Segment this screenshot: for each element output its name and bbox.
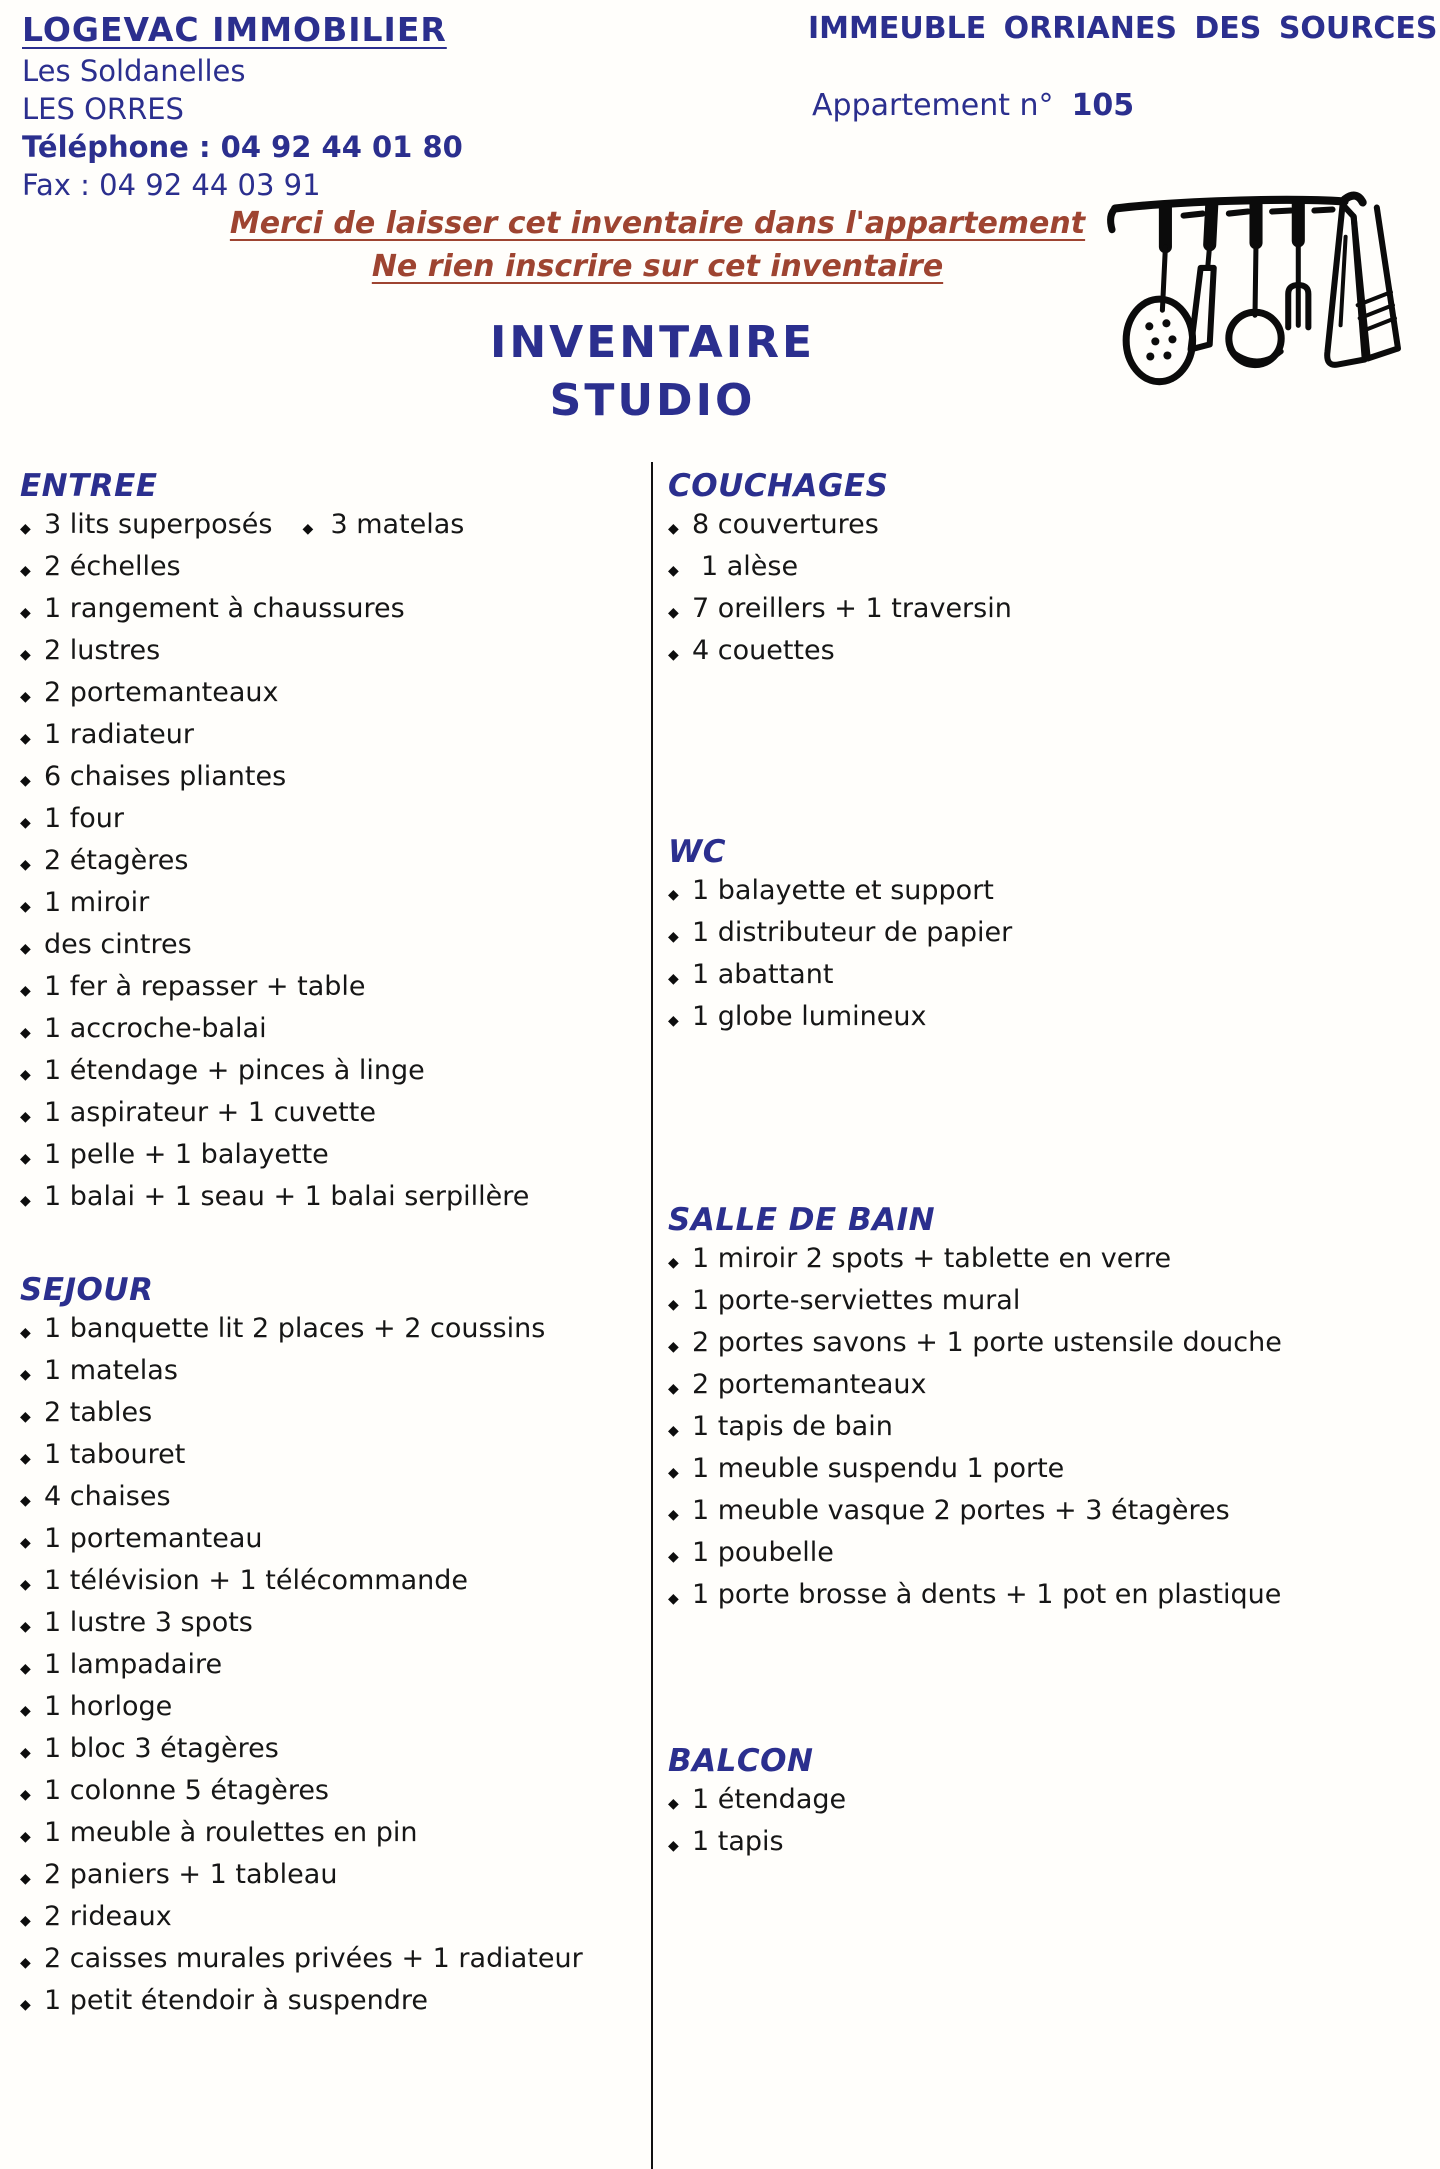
column-divider [651,462,653,2169]
list-item: ◆ 1 balayette et support [668,872,1433,914]
list-item: ◆ 1 horloge [20,1688,640,1730]
bullet-icon: ◆ [668,521,679,537]
notice-line: Merci de laisser cet inventaire dans l'appartement [229,206,1086,241]
left-column [20,466,640,2024]
list-item: ◆ 1 porte-serviettes mural [668,1282,1433,1324]
list-item: ◆ des cintres [20,926,640,968]
list-item: ◆ 2 caisses murales privées + 1 radiateur [20,1940,640,1982]
bullet-icon: ◆ [20,1193,31,1209]
bullet-icon: ◆ [668,563,679,579]
bullet-icon: ◆ [20,1871,31,1887]
list-item: ◆ 1 accroche-balai [20,1010,640,1052]
bullet-icon: ◆ [20,689,31,705]
bullet-icon: ◆ [20,1493,31,1509]
list-item: ◆ 1 lampadaire [20,1646,640,1688]
bullet-icon: ◆ [20,1151,31,1167]
bullet-icon: ◆ [302,521,314,537]
bullet-icon: ◆ [668,1255,679,1271]
bullet-icon: ◆ [668,1507,679,1523]
list-item: ◆ 1 porte brosse à dents + 1 pot en plastique [668,1576,1433,1618]
kitchen-utensils-icon [1103,174,1405,386]
list-item: ◆ 1 meuble à roulettes en pin [20,1814,640,1856]
title-line-studio: STUDIO [549,375,756,426]
right-column [668,466,1433,1865]
bullet-icon: ◆ [20,1535,31,1551]
list-item: ◆ 1 distributeur de papier [668,914,1433,956]
bullet-icon: ◆ [20,1109,31,1125]
list-item: ◆ 1 petit étendoir à suspendre [20,1982,640,2024]
list-item: ◆ 7 oreillers + 1 traversin [668,590,1433,632]
list-item: ◆ 2 portemanteaux [20,674,640,716]
bullet-icon: ◆ [20,521,31,537]
agency-name: LOGEVAC IMMOBILIER [22,10,447,49]
bullet-icon: ◆ [668,1381,679,1397]
bullet-icon: ◆ [20,1997,31,2013]
list-item: ◆ 1 banquette lit 2 places + 2 coussins [20,1310,640,1352]
list-item: ◆ 1 étendage + pinces à linge [20,1052,640,1094]
apartment-number: 105 [1071,88,1135,123]
title-line-inventaire: INVENTAIRE [489,317,816,368]
agency-block [22,8,463,204]
section-title-entree: ENTREE [20,468,158,504]
bullet-icon: ◆ [20,563,31,579]
list-item: ◆ 1 four [20,800,640,842]
bullet-icon: ◆ [668,1297,679,1313]
list-item: ◆ 4 couettes [668,632,1433,674]
bullet-icon: ◆ [20,1913,31,1929]
bullet-icon: ◆ [668,1339,679,1355]
bullet-icon: ◆ [668,1013,679,1029]
bullet-icon: ◆ [668,605,679,621]
list-item: ◆ 1 alèse [668,548,1433,590]
bullet-icon: ◆ [668,1549,679,1565]
bullet-icon: ◆ [20,815,31,831]
section-title-wc: WC [668,834,726,870]
list-item: ◆ 2 rideaux [20,1898,640,1940]
bullet-icon: ◆ [20,857,31,873]
bullet-icon: ◆ [20,1829,31,1845]
list-item: ◆ 1 tapis de bain [668,1408,1433,1450]
bullet-icon: ◆ [20,1577,31,1593]
apartment-number-line [812,88,1134,123]
bullet-icon: ◆ [20,1025,31,1041]
list-item: ◆ 2 étagères [20,842,640,884]
building-name: IMMEUBLE ORRIANES DES SOURCES [808,11,1438,46]
list-item: ◆ 1 fer à repasser + table [20,968,640,1010]
list-item: ◆ 6 chaises pliantes [20,758,640,800]
list-item: ◆ 2 lustres [20,632,640,674]
bullet-icon: ◆ [668,1796,679,1812]
bullet-icon: ◆ [20,605,31,621]
bullet-icon: ◆ [668,929,679,945]
agency-residence: Les Soldanelles [22,54,246,88]
list-item: ◆ 1 bloc 3 étagères [20,1730,640,1772]
agency-fax: Fax : 04 92 44 03 91 [22,168,321,202]
list-item: ◆ 1 balai + 1 seau + 1 balai serpillère [20,1178,640,1220]
bullet-icon: ◆ [668,647,679,663]
list-item: ◆ 2 portes savons + 1 porte ustensile douche [668,1324,1433,1366]
list-item: ◆ 1 aspirateur + 1 cuvette [20,1094,640,1136]
bullet-icon: ◆ [20,1367,31,1383]
bullet-icon: ◆ [20,1451,31,1467]
list-item: ◆ 1 portemanteau [20,1520,640,1562]
list-item: ◆ 1 abattant [668,956,1433,998]
list-item: ◆ 3 lits superposés ◆ 3 matelas [20,506,640,548]
list-item: ◆ 4 chaises [20,1478,640,1520]
bullet-icon: ◆ [20,1703,31,1719]
bullet-icon: ◆ [20,1619,31,1635]
bullet-icon: ◆ [20,1661,31,1677]
bullet-icon: ◆ [20,899,31,915]
bullet-icon: ◆ [20,1787,31,1803]
section-title-couchages: COUCHAGES [668,468,889,504]
list-item: ◆ 1 radiateur [20,716,640,758]
bullet-icon: ◆ [668,1423,679,1439]
list-item: ◆ 1 matelas [20,1352,640,1394]
bullet-icon: ◆ [668,1838,679,1854]
list-item: ◆ 1 lustre 3 spots [20,1604,640,1646]
list-item: ◆ 1 meuble suspendu 1 porte [668,1450,1433,1492]
list-item: ◆ 2 échelles [20,548,640,590]
list-item: ◆ 1 miroir [20,884,640,926]
list-item: ◆ 2 paniers + 1 tableau [20,1856,640,1898]
list-item: ◆ 1 rangement à chaussures [20,590,640,632]
bullet-icon: ◆ [668,1465,679,1481]
bullet-icon: ◆ [668,971,679,987]
bullet-icon: ◆ [20,1955,31,1971]
bullet-icon: ◆ [20,1409,31,1425]
list-item: ◆ 1 pelle + 1 balayette [20,1136,640,1178]
list-item: ◆ 1 tabouret [20,1436,640,1478]
section-title-balcon: BALCON [668,1743,814,1779]
list-item: ◆ 1 globe lumineux [668,998,1433,1040]
list-item: ◆ 1 miroir 2 spots + tablette en verre [668,1240,1433,1282]
list-item: ◆ 1 poubelle [668,1534,1433,1576]
notice-line: Ne rien inscrire sur cet inventaire [371,249,944,284]
bullet-icon: ◆ [20,647,31,663]
list-item: ◆ 2 portemanteaux [668,1366,1433,1408]
list-item: ◆ 1 tapis [668,1823,1433,1865]
agency-city: LES ORRES [22,92,184,126]
bullet-icon: ◆ [20,1325,31,1341]
list-item: ◆ 1 étendage [668,1781,1433,1823]
list-item: ◆ 1 meuble vasque 2 portes + 3 étagères [668,1492,1433,1534]
apartment-label: Appartement n° [812,88,1054,123]
bullet-icon: ◆ [668,887,679,903]
bullet-icon: ◆ [20,941,31,957]
bullet-icon: ◆ [20,773,31,789]
bullet-icon: ◆ [20,983,31,999]
agency-phone: Téléphone : 04 92 44 01 80 [22,130,463,164]
section-title-salle-de-bain: SALLE DE BAIN [668,1202,936,1238]
list-item: ◆ 1 colonne 5 étagères [20,1772,640,1814]
bullet-icon: ◆ [668,1591,679,1607]
building-block [808,10,1438,123]
bullet-icon: ◆ [20,1067,31,1083]
bullet-icon: ◆ [20,1745,31,1761]
list-item: ◆ 2 tables [20,1394,640,1436]
bullet-icon: ◆ [20,731,31,747]
section-title-sejour: SEJOUR [20,1272,154,1308]
list-item: ◆ 8 couvertures [668,506,1433,548]
list-item: ◆ 1 télévision + 1 télécommande [20,1562,640,1604]
